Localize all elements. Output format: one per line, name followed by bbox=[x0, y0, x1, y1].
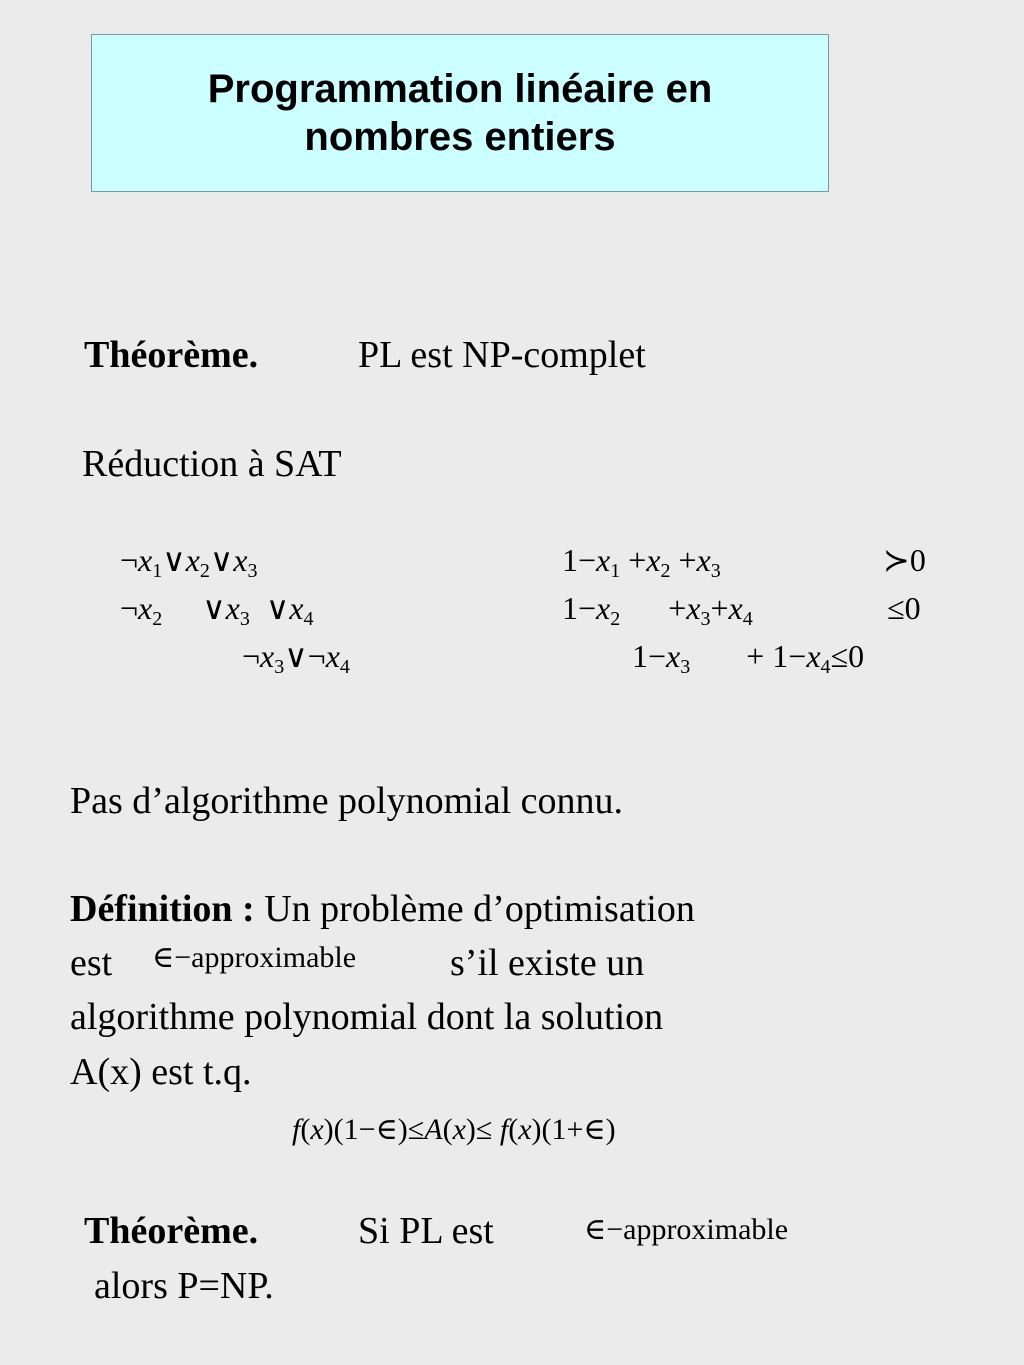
definition-label: Définition : bbox=[70, 888, 255, 930]
theorem1-label: Théorème. bbox=[84, 334, 259, 376]
sat-clause-2: $\neg x_2$ $\vee x_3$ $\vee x_4$ bbox=[120, 590, 314, 630]
title-line-2: nombres entiers bbox=[304, 115, 616, 159]
definition-text-2: s’il existe un bbox=[450, 942, 645, 984]
sat-clause-1: $\neg x_1\vee x_2\vee x_3$ bbox=[120, 542, 258, 582]
theorem2-label: Théorème. bbox=[84, 1210, 259, 1252]
definition-formula: f(x)(1−∈)≤A(x)≤ f(x)(1+∈) bbox=[292, 1113, 616, 1146]
theorem2-line-2: alors P=NP. bbox=[94, 1265, 274, 1307]
theorem2-text: Si PL est bbox=[358, 1210, 494, 1252]
no-algorithm-text: Pas d’algorithme polynomial connu. bbox=[70, 780, 624, 822]
inequality-1-rhs: ≻0 bbox=[883, 542, 926, 578]
theorem1-text: PL est NP-complet bbox=[358, 334, 646, 376]
inequality-1: $1-x_1 +x_2 +x_3$ bbox=[562, 542, 721, 582]
definition-line-1 bbox=[70, 887, 695, 931]
definition-est: est bbox=[70, 942, 113, 984]
definition-approx: ∈−approximable bbox=[152, 941, 357, 974]
reduction-text: Réduction à SAT bbox=[82, 443, 342, 485]
definition-line-4: A(x) est t.q. bbox=[70, 1051, 252, 1093]
theorem2-approx: ∈−approximable bbox=[584, 1213, 789, 1246]
inequality-2-rhs: ≤0 bbox=[887, 590, 921, 626]
title-line-1: Programmation linéaire en bbox=[207, 67, 713, 111]
definition-text-1: Un problème d’optimisation bbox=[264, 888, 695, 930]
title-box bbox=[91, 34, 829, 192]
definition-line-3: algorithme polynomial dont la solution bbox=[70, 996, 664, 1038]
inequality-2: $1-x_2$ $+x_3+x_4$ bbox=[562, 590, 753, 630]
sat-clause-3: $\neg x_3\vee\neg x_4$ bbox=[242, 638, 350, 678]
inequality-3: $1-x_3$ + $1-x_4\le 0$ bbox=[632, 638, 865, 678]
